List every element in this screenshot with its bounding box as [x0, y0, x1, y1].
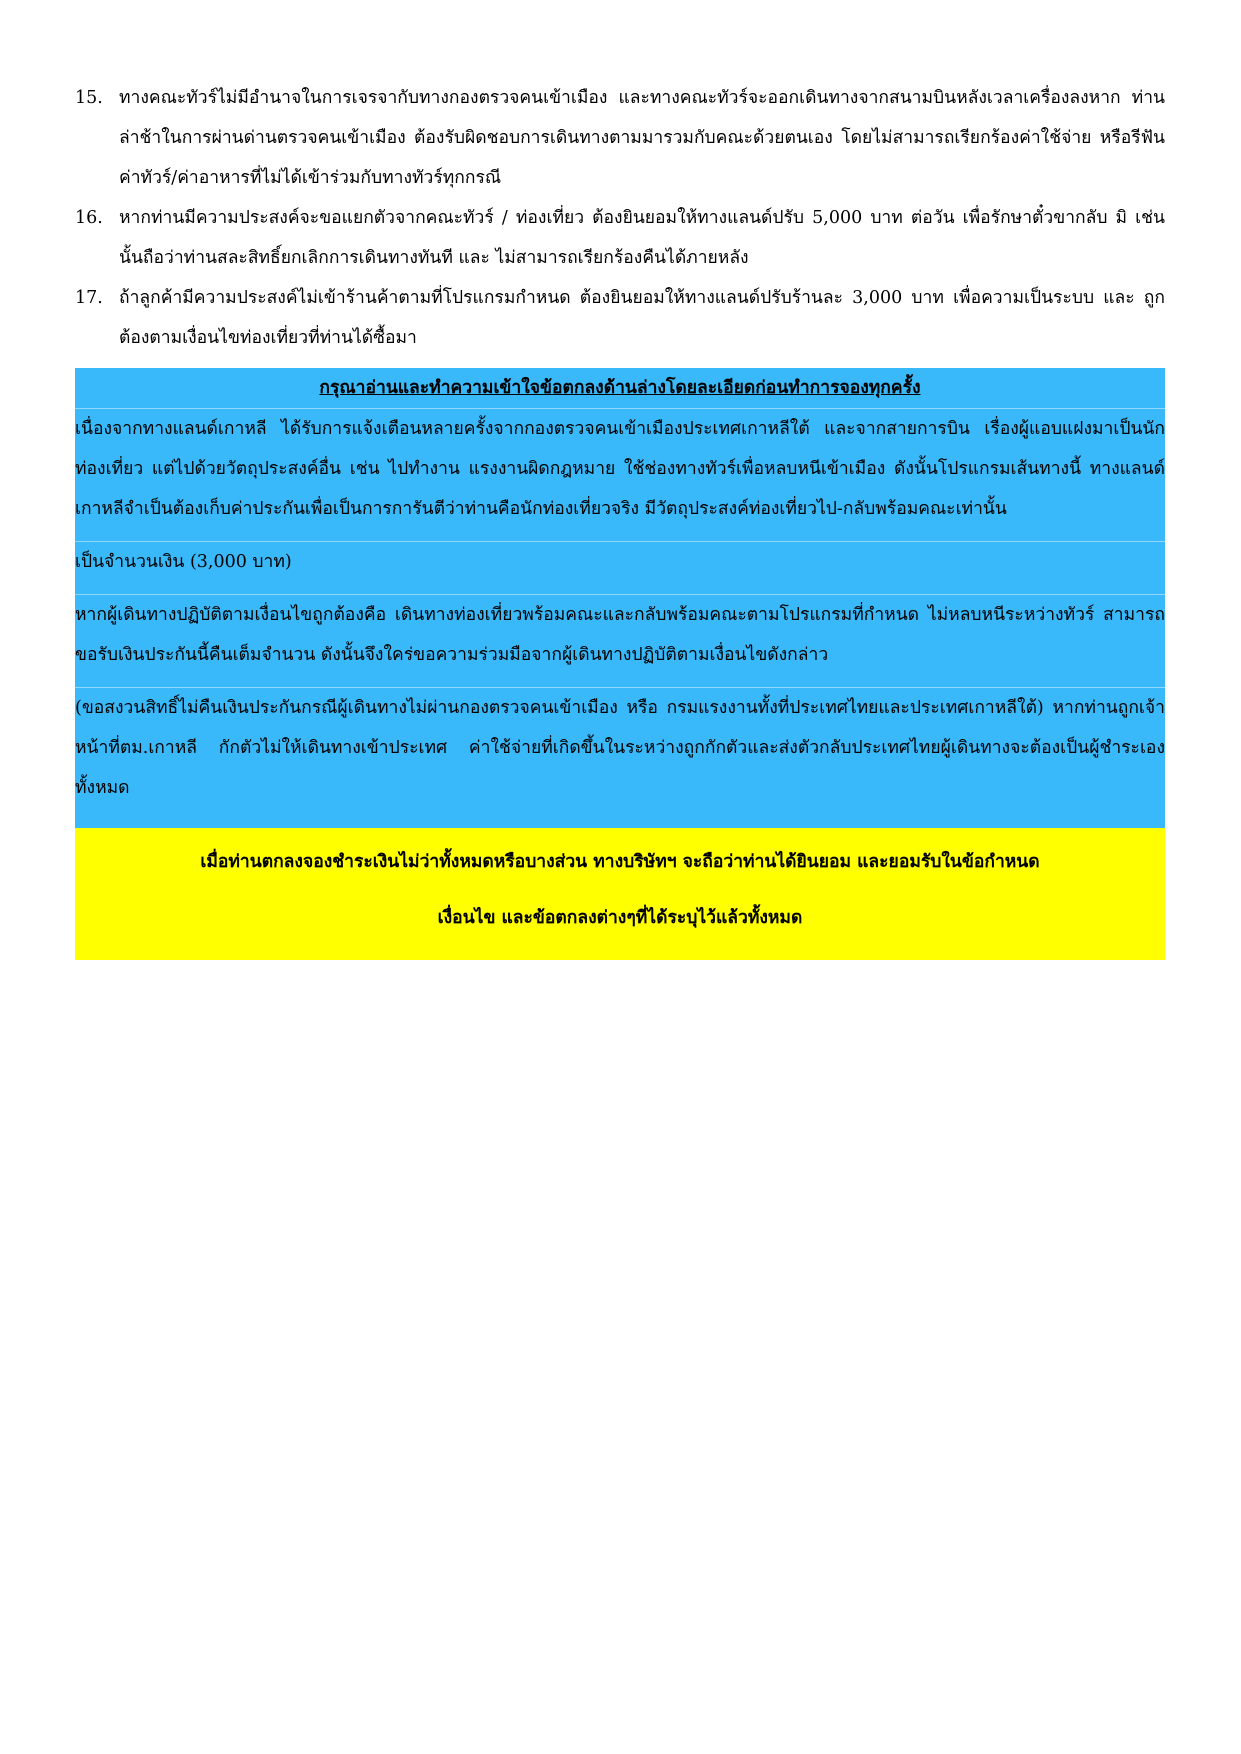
agreement-line-2: เงื่อนไข และข้อตกลงต่างๆที่ได้ระบุไว้แล้วทั้งหมด: [437, 908, 803, 928]
list-item-15: [75, 78, 1165, 198]
notice-paragraph-exception: (ขอสงวนสิทธิ์ไม่คืนเงินประกันกรณีผู้เดินทางไม่ผ่านกองตรวจคนเข้าเมือง หรือ กรมแรงงานทั้งที่ประเทศไทยและประเทศเกาหลีใต้) หากท่านถูกเจ้าหน้าที่ตม.เกาหลี กักตัวไม่ให้เดินทางเข้าประเทศ ค่าใช้จ่ายที่เกิดขึ้นในระหว่างถูกกักตัวและส่งตัวกลับประเทศไทยผู้เดินทางจะต้องเป็นผู้ชำระเองทั้งหมด: [75, 687, 1165, 808]
agreement-box: [75, 828, 1165, 960]
list-item-number: 17.: [75, 288, 103, 308]
list-item-16: [75, 198, 1165, 278]
agreement-line-1: เมื่อท่านตกลงจองชำระเงินไม่ว่าทั้งหมดหรือบางส่วน ทางบริษัทฯ จะถือว่าท่านได้ยินยอม และยอมรับในข้อกำหนด: [200, 852, 1040, 872]
notice-paragraph-refund: หากผู้เดินทางปฏิบัติตามเงื่อนไขถูกต้องคือ เดินทางท่องเที่ยวพร้อมคณะและกลับพร้อมคณะตามโปรแกรมที่กำหนด ไม่หลบหนีระหว่างทัวร์ สามารถขอรับเงินประกันนี้คืนเต็มจำนวน ดังนั้นจึงใคร่ขอความร่วมมือจากผู้เดินทางปฏิบัติตามเงื่อนไขดังกล่าว: [75, 594, 1165, 675]
list-item-text: หากท่านมีความประสงค์จะขอแยกตัวจากคณะทัวร์ / ท่องเที่ยว ต้องยินยอมให้ทางแลนด์ปรับ 5,000 บาท ต่อวัน เพื่อรักษาตั๋วขากลับ มิ เช่นนั้นถือว่าท่านสละสิทธิ์ยกเลิกการเดินทางทันที และ ไม่สามารถเรียกร้องคืนได้ภายหลัง: [119, 208, 1165, 268]
list-item-17: [75, 278, 1165, 358]
document-page: [75, 78, 1165, 960]
list-item-number: 16.: [75, 208, 103, 228]
notice-paragraph-reason: เนื่องจากทางแลนด์เกาหลี ได้รับการแจ้งเตือนหลายครั้งจากกองตรวจคนเข้าเมืองประเทศเกาหลีใต้ และจากสายการบิน เรื่องผู้แอบแฝงมาเป็นนักท่องเที่ยว แต่ไปด้วยวัตถุประสงค์อื่น เช่น ไปทำงาน แรงงานผิดกฎหมาย ใช้ช่องทางทัวร์เพื่อหลบหนีเข้าเมือง ดังนั้นโปรแกรมเส้นทางนี้ ทางแลนด์เกาหลีจำเป็นต้องเก็บค่าประกันเพื่อเป็นการการันตีว่าท่านคือนักท่องเที่ยวจริง มีวัตถุประสงค์ท่องเที่ยวไป-กลับพร้อมคณะเท่านั้น: [75, 408, 1165, 529]
list-item-number: 15.: [75, 88, 103, 108]
notice-heading: กรุณาอ่านและทำความเข้าใจข้อตกลงด้านล่างโดยละเอียดก่อนทำการจองทุกครั้ง: [319, 378, 921, 398]
notice-paragraph-amount: เป็นจำนวนเงิน (3,000 บาท): [75, 541, 1165, 582]
list-item-text: ทางคณะทัวร์ไม่มีอำนาจในการเจรจากับทางกองตรวจคนเข้าเมือง และทางคณะทัวร์จะออกเดินทางจากสนามบินหลังเวลาเครื่องลงหาก ท่านล่าช้าในการผ่านด่านตรวจคนเข้าเมือง ต้องรับผิดชอบการเดินทางตามมารวมกับคณะด้วยตนเอง โดยไม่สามารถเรียกร้องค่าใช้จ่าย หรือรีฟันค่าทัวร์/ค่าอาหารที่ไม่ได้เข้าร่วมกับทางทัวร์ทุกกรณี: [119, 88, 1165, 188]
list-item-text: ถ้าลูกค้ามีความประสงค์ไม่เข้าร้านค้าตามที่โปรแกรมกำหนด ต้องยินยอมให้ทางแลนด์ปรับร้านละ 3,000 บาท เพื่อความเป็นระบบ และ ถูกต้องตามเงื่อนไขท่องเที่ยวที่ท่านได้ซื้อมา: [119, 288, 1165, 348]
notice-box: [75, 368, 1165, 828]
